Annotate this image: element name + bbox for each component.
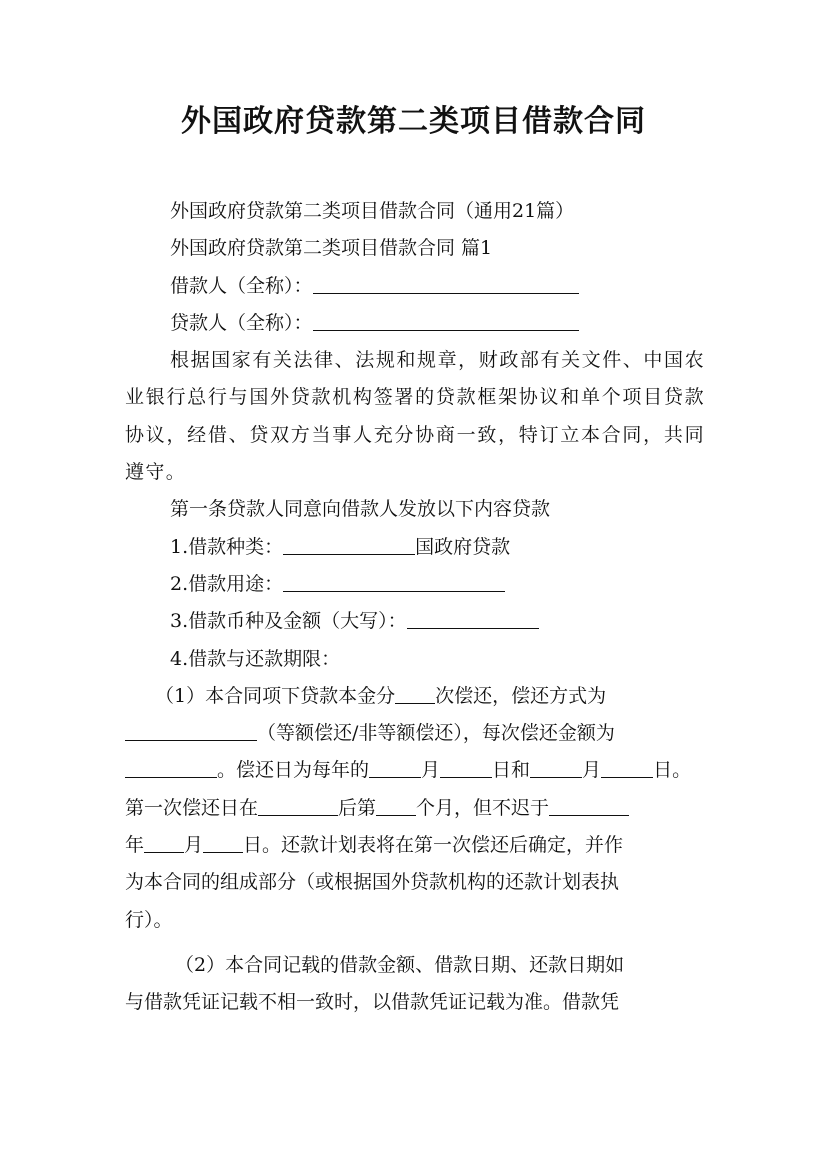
currency-amount-label: 3.借款币种及金额（大写）： [170, 610, 407, 633]
text-span: 日。 [653, 759, 692, 782]
document-title: 外国政府贷款第二类项目借款合同 [181, 104, 646, 139]
blank-field [530, 758, 582, 778]
clause-1-line-3 [125, 752, 705, 789]
text-span: （1）本合同项下贷款本金分 [155, 684, 396, 707]
text-span: 日。还款计划表将在第一次偿还后确定，并作 [243, 834, 624, 857]
text-span: 月 [582, 759, 602, 782]
blank-field [258, 796, 338, 816]
blank-field [376, 796, 416, 816]
text-span: 月 [421, 759, 441, 782]
loan-type-line [125, 529, 705, 566]
text-span: 个月，但不迟于 [416, 796, 550, 819]
text-span: 月 [184, 834, 204, 857]
borrower-label: 借款人（全称）： [170, 274, 313, 297]
currency-amount-blank [407, 609, 539, 629]
text-span: 。偿还日为每年的 [217, 759, 370, 782]
clause-2-line-1: （2）本合同记载的借款金额、借款日期、还款日期如 [175, 953, 625, 976]
article-one-heading: 第一条贷款人同意向借款人发放以下内容贷款 [170, 498, 551, 521]
blank-field [125, 721, 257, 741]
clause-1-line-7: 行）。 [125, 908, 173, 931]
clause-1-line-6: 为本合同的组成部分（或根据国外贷款机构的还款计划表执 [125, 871, 620, 894]
blank-field [395, 684, 435, 704]
term-line: 4.借款与还款期限： [170, 647, 341, 670]
blank-field [125, 758, 217, 778]
clause-1-line-5 [125, 827, 705, 864]
loan-purpose-blank [283, 572, 505, 592]
text-span: 年 [125, 834, 145, 857]
blank-field [203, 833, 243, 853]
blank-field [144, 833, 184, 853]
text-span: 次偿还，偿还方式为 [435, 684, 607, 707]
document-body [125, 193, 705, 1022]
loan-type-blank [283, 535, 415, 555]
blank-field [601, 758, 653, 778]
lender-blank [313, 311, 579, 331]
clause-1-line-2 [125, 715, 705, 752]
clause-1-line-1 [125, 678, 705, 715]
loan-type-suffix: 国政府贷款 [415, 535, 511, 558]
text-span: （等额偿还/非等额偿还），每次偿还金额为 [257, 722, 615, 745]
borrower-line [125, 268, 705, 305]
heading-line: 外国政府贷款第二类项目借款合同（通用21篇） [170, 200, 575, 222]
blank-field [440, 758, 492, 778]
currency-amount-line [125, 603, 705, 640]
text-span: 后第 [338, 796, 377, 819]
text-span: 第一次偿还日在 [125, 796, 259, 819]
lender-label: 贷款人（全称）： [170, 311, 313, 334]
lender-line [125, 305, 705, 342]
blank-field [369, 758, 421, 778]
clause-1-line-4 [125, 790, 705, 827]
text-span: 日和 [492, 759, 531, 782]
blank-field [549, 796, 629, 816]
clause-2-line-2: 与借款凭证记载不相一致时，以借款凭证记载为准。借款凭 [125, 991, 620, 1014]
borrower-blank [313, 274, 579, 294]
loan-type-label: 1.借款种类： [170, 535, 284, 558]
loan-purpose-line [125, 566, 705, 603]
loan-purpose-label: 2.借款用途： [170, 572, 284, 595]
chapter-line: 外国政府贷款第二类项目借款合同 篇1 [170, 237, 493, 260]
preamble-paragraph: 根据国家有关法律、法规和规章，财政部有关文件、中国农业银行总行与国外贷款机构签署的贷款框架协议和单个项目贷款协议，经借、贷双方当事人充分协商一致，特订立本合同，共同遵守。 [125, 349, 705, 484]
